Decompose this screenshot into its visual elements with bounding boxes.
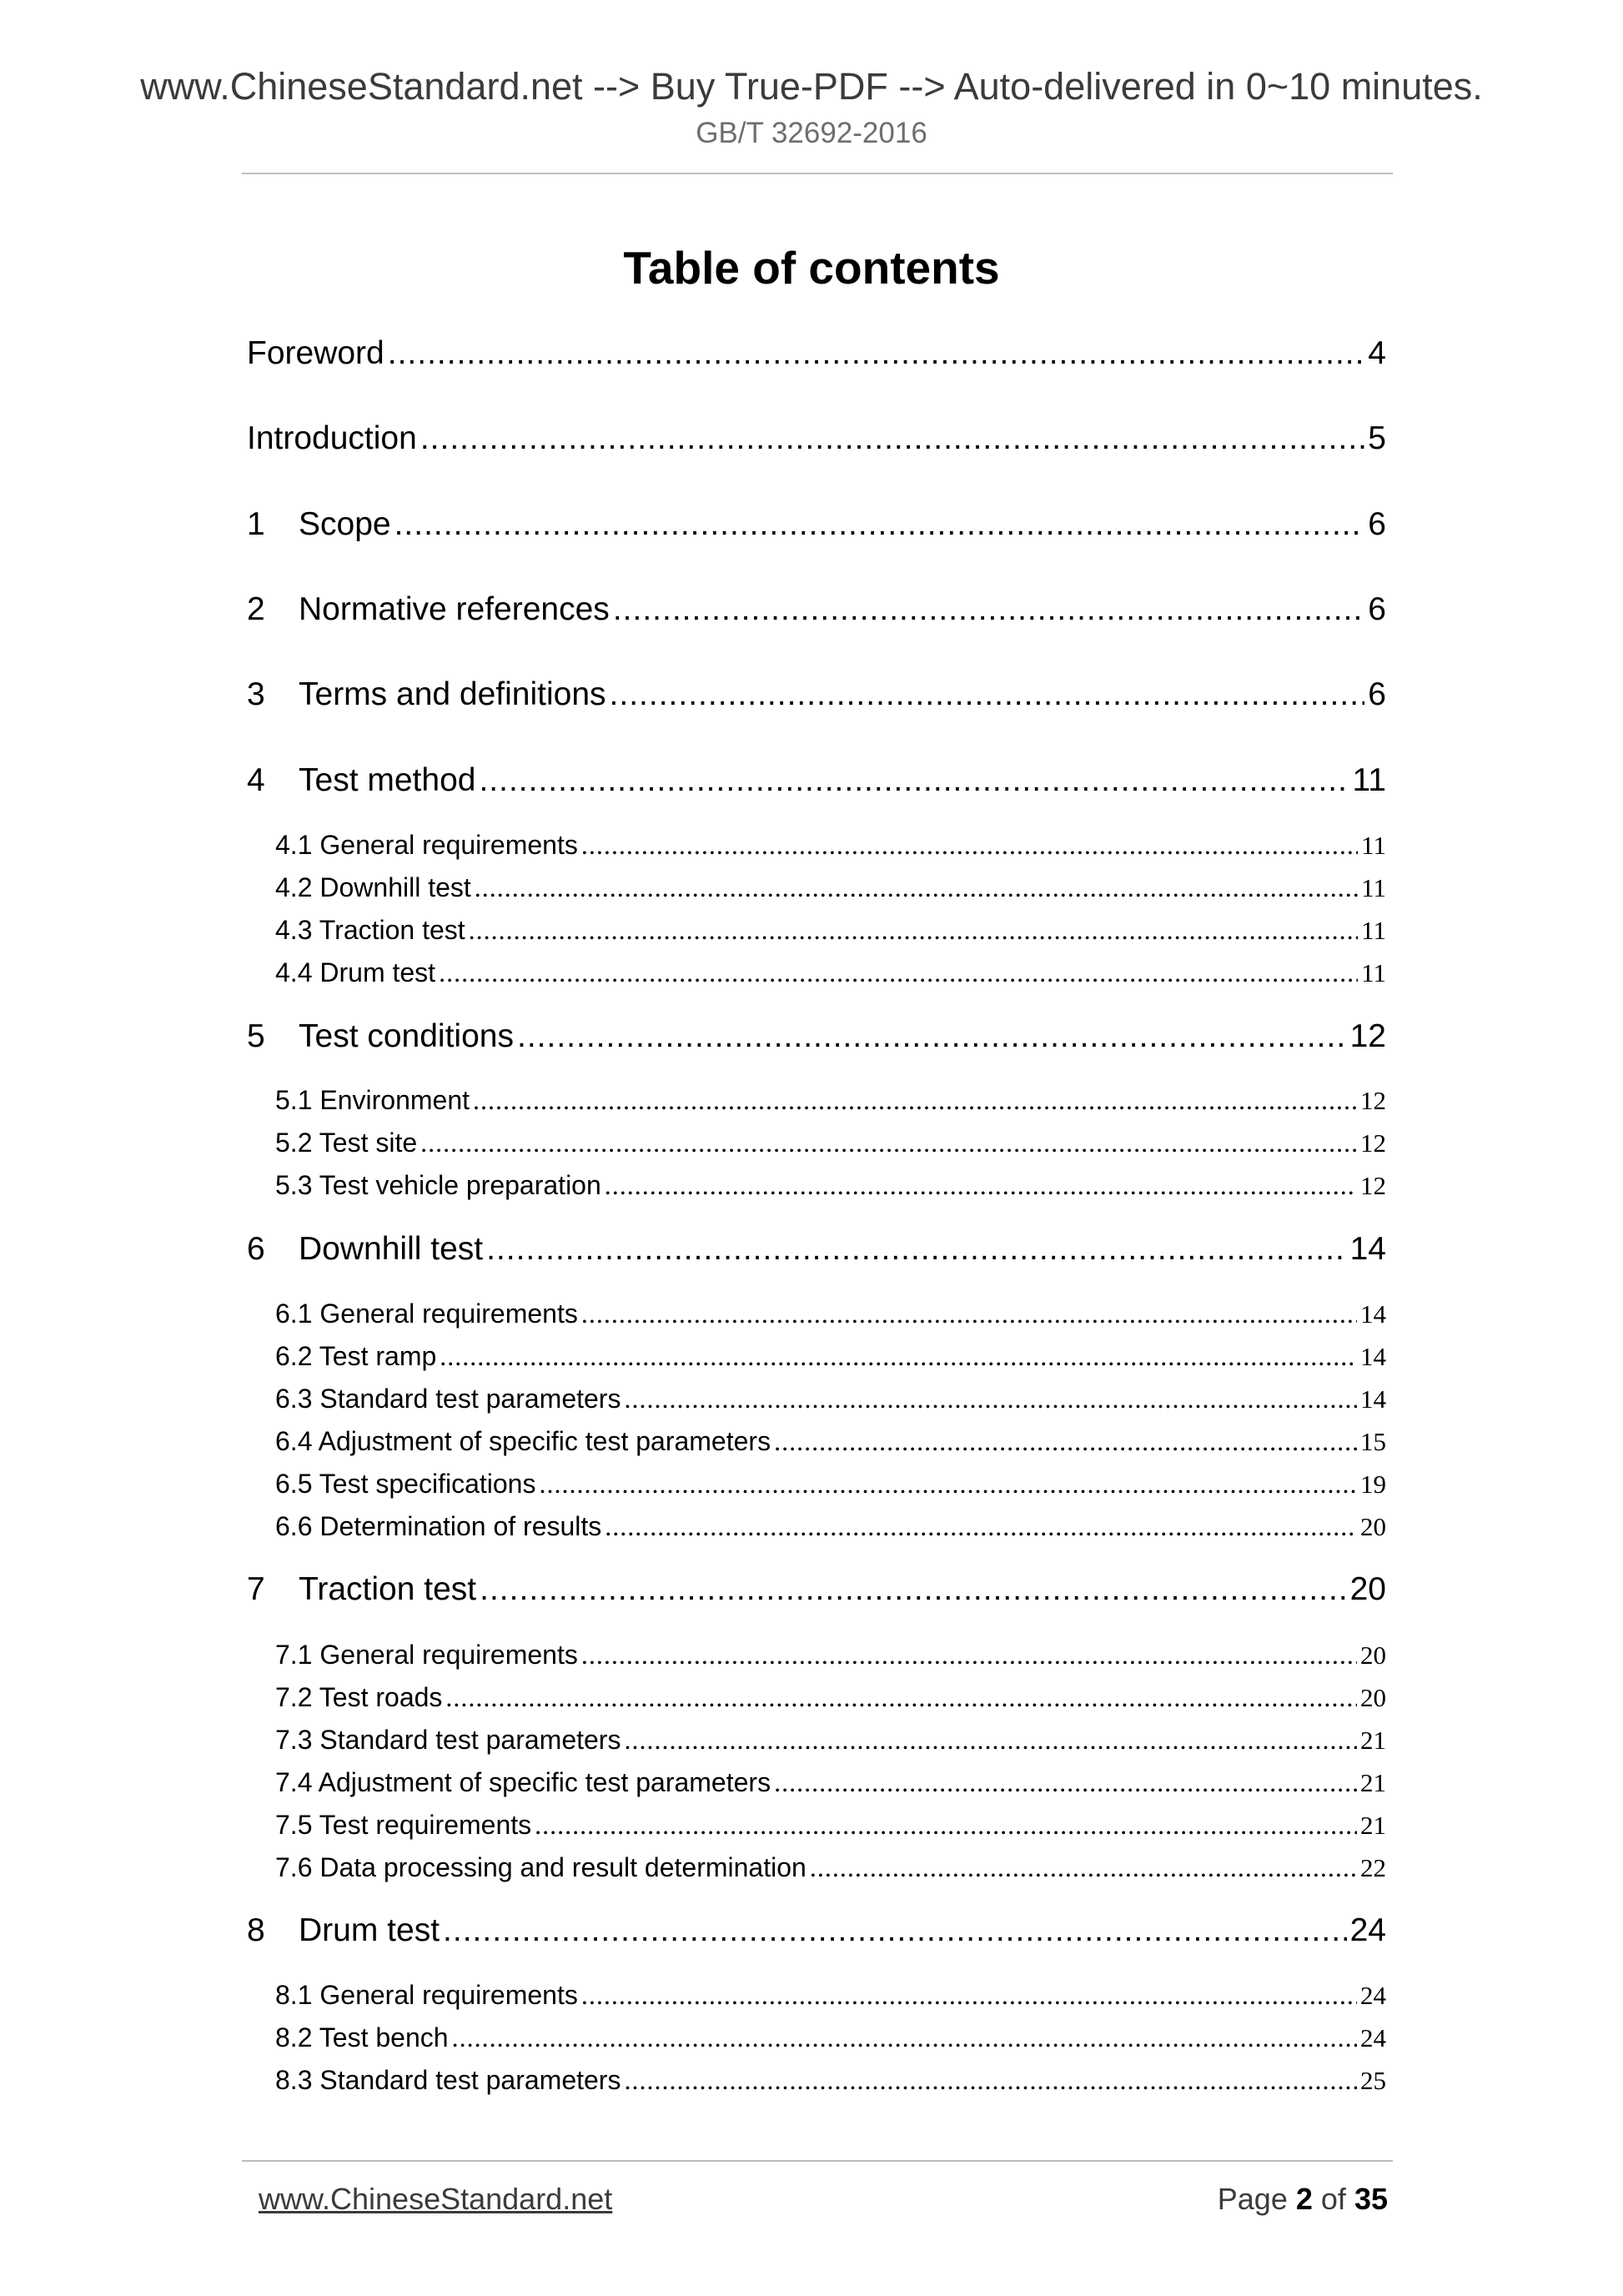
toc-entry-label: 6.4 Adjustment of specific test parameters [275, 1426, 771, 1456]
toc-entry[interactable] [275, 954, 1386, 991]
toc-entry-page: 11 [1361, 958, 1386, 987]
toc-entry-label: 5.1 Environment [275, 1085, 470, 1115]
toc-leader-dots [420, 417, 1364, 460]
toc-entry[interactable] [275, 912, 1386, 948]
toc-entry-page: 24 [1360, 1981, 1386, 2010]
page-indicator [1218, 2180, 1388, 2218]
toc-entry[interactable] [275, 1636, 1386, 1673]
toc-entry-page: 25 [1360, 2066, 1386, 2095]
toc-entry-label: 8.2 Test bench [275, 2022, 449, 2052]
toc-entry-number: 2 [247, 591, 265, 627]
page-total: 35 [1354, 2182, 1388, 2216]
toc-entry-label: Drum test [299, 1912, 440, 1948]
toc-entry-page: 20 [1360, 1512, 1386, 1541]
toc-leader-dots [610, 673, 1365, 716]
toc-entry-label: 4.3 Traction test [275, 915, 465, 945]
toc-entry-page: 12 [1360, 1086, 1386, 1115]
toc-entry[interactable] [247, 1015, 1386, 1058]
toc-entry-number: 7 [247, 1571, 265, 1607]
toc-entry[interactable] [247, 417, 1386, 460]
toc-entry-label: 7.6 Data processing and result determination [275, 1852, 806, 1882]
toc-entry[interactable] [275, 1806, 1386, 1843]
toc-entry-label: Scope [299, 506, 391, 542]
toc-leader-dots [439, 954, 1358, 991]
toc-entry[interactable] [275, 826, 1386, 863]
toc-leader-dots [394, 503, 1365, 546]
toc-entry-page: 6 [1368, 591, 1386, 627]
toc-entry-label: 7.1 General requirements [275, 1640, 578, 1670]
toc-entry[interactable] [275, 869, 1386, 906]
footer-divider [242, 2160, 1393, 2162]
toc-leader-dots [452, 2019, 1357, 2056]
toc-entry[interactable] [247, 673, 1386, 716]
toc-entry[interactable] [275, 2019, 1386, 2056]
toc-leader-dots [388, 332, 1365, 375]
page-prefix: Page [1217, 2182, 1288, 2216]
toc-entry-page: 5 [1368, 420, 1386, 456]
toc-entry-label: 7.3 Standard test parameters [275, 1725, 621, 1755]
page-title: Table of contents [623, 242, 1000, 294]
toc-entry-label: 7.4 Adjustment of specific test parameters [275, 1767, 771, 1797]
toc-leader-dots [613, 588, 1364, 631]
toc-entry-label: 4.4 Drum test [275, 957, 436, 987]
toc-entry[interactable] [275, 1380, 1386, 1417]
toc-entry-label: Introduction [247, 420, 417, 456]
toc-entry-label: 6.6 Determination of results [275, 1511, 602, 1541]
toc-entry[interactable] [275, 1423, 1386, 1459]
toc-entry-label: 4.1 General requirements [275, 830, 578, 860]
toc-entry-label: 6.2 Test ramp [275, 1341, 437, 1371]
toc-entry-number: 5 [247, 1018, 265, 1054]
toc-leader-dots [624, 1721, 1357, 1758]
toc-leader-dots [624, 2062, 1357, 2098]
toc-entry[interactable] [275, 1082, 1386, 1118]
toc-entry[interactable] [275, 1508, 1386, 1545]
toc-entry[interactable] [247, 1909, 1386, 1952]
toc-entry-label: 5.3 Test vehicle preparation [275, 1170, 601, 1200]
toc-entry-page: 19 [1360, 1470, 1386, 1499]
toc-leader-dots [605, 1167, 1357, 1203]
toc-entry[interactable] [275, 1721, 1386, 1758]
toc-entry-label: 6.1 General requirements [275, 1299, 578, 1329]
toc-entry[interactable] [247, 1568, 1386, 1611]
toc-entry[interactable] [275, 1679, 1386, 1716]
toc-entry[interactable] [247, 503, 1386, 546]
toc-entry-label: 8.1 General requirements [275, 1980, 578, 2010]
toc-entry-page: 14 [1360, 1299, 1386, 1329]
toc-entry-page: 20 [1360, 1683, 1386, 1712]
toc-entry-page: 4 [1368, 335, 1386, 371]
toc-entry-label: 6.3 Standard test parameters [275, 1384, 621, 1414]
toc-entry-page: 22 [1360, 1853, 1386, 1882]
toc-leader-dots [535, 1806, 1357, 1843]
toc-entry[interactable] [247, 759, 1386, 802]
toc-entry-label: 6.5 Test specifications [275, 1469, 536, 1499]
toc-entry-number: 1 [247, 506, 265, 542]
toc-entry-page: 11 [1352, 762, 1386, 798]
toc-entry-label: Test conditions [299, 1018, 514, 1054]
toc-entry[interactable] [275, 2062, 1386, 2098]
toc-leader-dots [445, 1679, 1357, 1716]
toc-entry-label: Downhill test [299, 1231, 484, 1267]
toc-entry[interactable] [247, 1228, 1386, 1271]
toc-leader-dots [810, 1849, 1357, 1886]
toc-entry-page: 11 [1361, 916, 1386, 945]
toc-leader-dots [473, 1082, 1357, 1118]
toc-entry-label: Normative references [299, 591, 610, 627]
toc-leader-dots [539, 1465, 1357, 1502]
toc-entry-page: 12 [1349, 1018, 1386, 1054]
toc-leader-dots [440, 1338, 1357, 1374]
toc-entry-page: 21 [1360, 1768, 1386, 1797]
toc-entry-page: 15 [1360, 1427, 1386, 1456]
toc-leader-dots [774, 1423, 1357, 1459]
toc-entry-label: 8.3 Standard test parameters [275, 2065, 621, 2095]
toc-leader-dots [581, 1636, 1357, 1673]
toc-entry-label: Terms and definitions [299, 676, 606, 712]
page-of: of [1320, 2182, 1346, 2216]
toc-entry-page: 14 [1360, 1342, 1386, 1371]
toc-entry[interactable] [275, 1977, 1386, 2013]
toc-entry-page: 12 [1360, 1171, 1386, 1200]
toc-leader-dots [581, 1295, 1357, 1332]
toc-leader-dots [624, 1380, 1357, 1417]
toc-entry[interactable] [247, 588, 1386, 631]
standard-code: GB/T 32692-2016 [696, 117, 927, 149]
toc-leader-dots [774, 1764, 1357, 1801]
toc-entry-page: 21 [1360, 1811, 1386, 1840]
toc-entry-label: Test method [299, 762, 476, 798]
toc-leader-dots [486, 1228, 1347, 1271]
toc-entry-label: Foreword [247, 335, 384, 371]
toc-leader-dots [475, 869, 1358, 906]
toc-leader-dots [581, 1977, 1357, 2013]
toc-entry-label: 4.2 Downhill test [275, 872, 471, 902]
toc-entry-page: 11 [1361, 831, 1386, 860]
toc-entry-label: 7.2 Test roads [275, 1682, 443, 1712]
toc-entry-page: 24 [1360, 2023, 1386, 2052]
toc-leader-dots [480, 1568, 1346, 1611]
toc-entry-page: 6 [1368, 506, 1386, 542]
toc-entry-label: 7.5 Test requirements [275, 1810, 532, 1840]
toc-entry-page: 14 [1360, 1384, 1386, 1414]
toc-entry-page: 20 [1349, 1571, 1386, 1607]
toc-entry-page: 20 [1360, 1640, 1386, 1670]
toc-entry[interactable] [275, 1849, 1386, 1886]
toc-entry[interactable] [247, 332, 1386, 375]
toc-entry-number: 3 [247, 676, 265, 712]
toc-entry-page: 12 [1360, 1128, 1386, 1158]
toc-leader-dots [469, 912, 1358, 948]
toc-entry-page: 11 [1361, 873, 1386, 902]
toc-entry-number: 8 [247, 1912, 265, 1948]
toc-entry[interactable] [275, 1295, 1386, 1332]
toc-entry-page: 6 [1368, 676, 1386, 712]
toc-entry-page: 24 [1349, 1912, 1386, 1948]
footer-site-link[interactable]: www.ChineseStandard.net [259, 2182, 613, 2216]
toc-leader-dots [479, 759, 1349, 802]
toc-leader-dots [581, 826, 1358, 863]
toc-entry-number: 6 [247, 1231, 265, 1267]
toc-entry[interactable] [275, 1465, 1386, 1502]
toc-leader-dots [517, 1015, 1347, 1058]
toc-entry-number: 4 [247, 762, 265, 798]
page-current: 2 [1295, 2182, 1313, 2216]
toc-entry[interactable] [275, 1167, 1386, 1203]
toc-entry-page: 21 [1360, 1726, 1386, 1755]
toc-entry-label: Traction test [299, 1571, 477, 1607]
toc-entry-label: 5.2 Test site [275, 1128, 418, 1158]
toc-leader-dots [420, 1124, 1357, 1161]
toc-entry-page: 14 [1349, 1231, 1386, 1267]
toc-entry[interactable] [275, 1338, 1386, 1374]
toc-entry[interactable] [275, 1124, 1386, 1161]
toc-leader-dots [605, 1508, 1357, 1545]
toc-leader-dots [443, 1909, 1347, 1952]
header-banner: www.ChineseStandard.net --> Buy True-PDF --> Auto-delivered in 0~10 minutes. [140, 65, 1483, 108]
toc-entry[interactable] [275, 1764, 1386, 1801]
